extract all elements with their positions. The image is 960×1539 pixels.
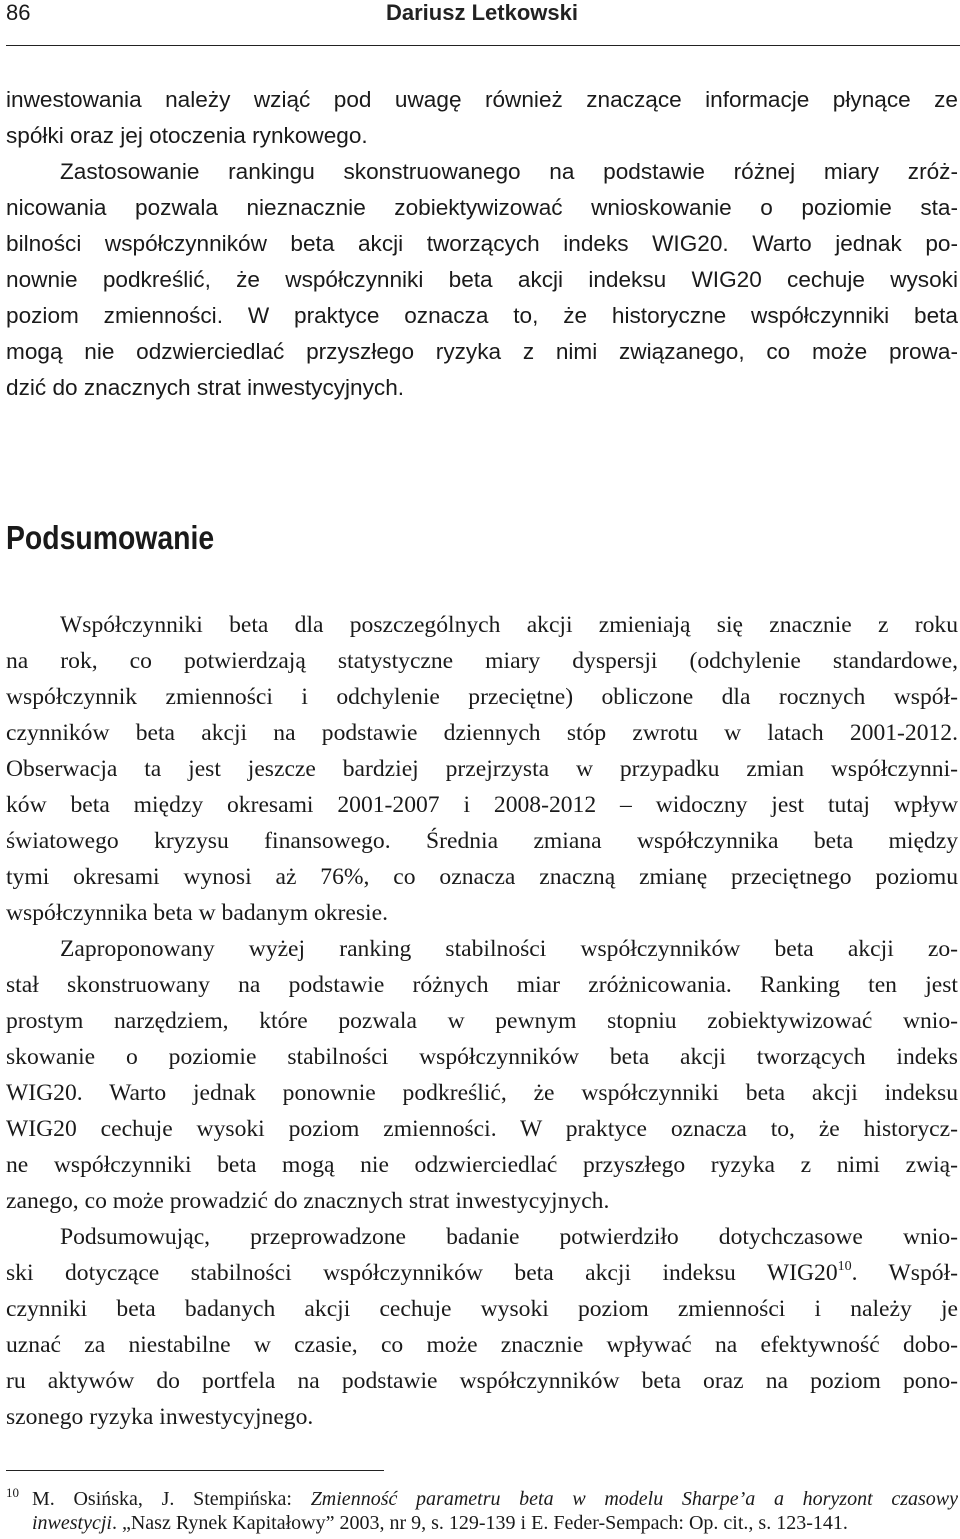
text-line: WIG20 cechuje wysoki poziom zmienności. W praktyce oznacza to, że historycz- [6, 1116, 958, 1142]
footnote-citation: . „Nasz Rynek Kapitałowy” 2003, nr 9, s. 129-139 i E. Feder-Sempach: Op. cit., s. 123-141. [111, 1512, 848, 1534]
running-head [0, 0, 960, 30]
running-head-author: Dariusz Letkowski [386, 0, 578, 25]
text-line: inwestowania należy wziąć pod uwagę również znaczące informacje płynące ze [6, 87, 958, 112]
text-line: prostym narzędziem, które pozwala w pewnym stopniu zobiektywizować wnio- [6, 1008, 958, 1034]
text-line: współczynnika beta w badanym okresie. [6, 900, 388, 926]
text-line: mogą nie odzwierciedlać przyszłego ryzyka z nimi związanego, co może prowa- [6, 339, 958, 364]
header-rule [6, 45, 960, 46]
page-number: 86 [6, 0, 31, 25]
text-line: stał skonstruowany na podstawie różnych miar zróżnicowania. Ranking ten jest [6, 972, 958, 998]
footnote [6, 1478, 958, 1538]
text-line: ków beta między okresami 2001-2007 i 2008-2012 – widoczny jest tutaj wpływ [6, 792, 958, 818]
footnote-author: M. Osińska, J. Stempińska: [32, 1488, 311, 1510]
text-line: skowanie o poziomie stabilności współczynników beta akcji tworzących indeks [6, 1044, 958, 1070]
summary-paragraphs [6, 607, 958, 1435]
text-line: WIG20. Warto jednak ponownie podkreślić, że współczynniki beta akcji indeksu [6, 1080, 958, 1106]
footnote-title: Zmienność parametru beta w modelu Sharpe’a a horyzont czasowy [310, 1488, 958, 1510]
text-line: uznać za niestabilne w czasie, co może znacznie wpływać na efektywność dobo- [6, 1332, 958, 1358]
text-line: czynników beta akcji na podstawie dziennych stóp zwrotu w latach 2001-2012. [6, 720, 958, 746]
footnote-line [6, 1478, 958, 1508]
text-line-with-footnote-ref [6, 1255, 958, 1291]
text-line: nownie podkreślić, że współczynniki beta akcji indeksu WIG20 cechuje wysoki [6, 267, 958, 292]
text-line: współczynnik zmienności i odchylenie przeciętne) obliczone dla rocznych współ- [6, 684, 958, 710]
text-line: na rok, co potwierdzają statystyczne miary dyspersji (odchylenie standardowe, [6, 648, 958, 674]
text-line: Obserwacja ta jest jeszcze bardziej przejrzysta w przypadku zmian współczynni- [6, 756, 958, 782]
text-line: nicowania pozwala nieznacznie zobiektywizować wnioskowanie o poziomie sta- [6, 195, 958, 220]
footnote-number: 10 [6, 1485, 19, 1500]
text-line: ne współczynniki beta mogą nie odzwierciedlać przyszłego ryzyka z nimi zwią- [6, 1152, 958, 1178]
text-line: zanego, co może prowadzić do znacznych strat inwestycyjnych. [6, 1188, 610, 1214]
footnote-reference[interactable]: 10 [837, 1259, 852, 1274]
footnote-line [6, 1508, 958, 1538]
footnote-title-end: inwestycji [32, 1512, 112, 1534]
text-line-end: . Współ- [851, 1260, 958, 1286]
text-line: Podsumowując, przeprowadzone badanie potwierdziło dotychczasowe wnio- [60, 1224, 958, 1250]
text-line: Zastosowanie rankingu skonstruowanego na podstawie różnej miary zróż- [60, 159, 958, 184]
text-line: Współczynniki beta dla poszczególnych akcji zmieniają się znacznie z roku [60, 612, 958, 638]
text-line: światowego kryzysu finansowego. Średnia zmiana współczynnika beta między [6, 828, 958, 854]
text-line-start: ski dotyczące stabilności współczynników beta akcji indeksu WIG20 [6, 1260, 838, 1286]
text-line: tymi okresami wynosi aż 76%, co oznacza znaczną zmianę przeciętnego poziomu [6, 864, 958, 890]
section-heading: Podsumowanie [6, 519, 215, 556]
text-line: poziom zmienności. W praktyce oznacza to, że historyczne współczynniki beta [6, 303, 958, 328]
text-line: czynniki beta badanych akcji cechuje wysoki poziom zmienności i należy je [6, 1296, 958, 1322]
text-line: ru aktywów do portfela na podstawie współczynników beta oraz na poziom pono- [6, 1368, 958, 1394]
text-line: dzić do znacznych strat inwestycyjnych. [6, 375, 405, 400]
text-line: Zaproponowany wyżej ranking stabilności współczynników beta akcji zo- [60, 936, 958, 962]
intro-paragraphs [6, 82, 958, 406]
text-line: spółki oraz jej otoczenia rynkowego. [6, 123, 368, 148]
text-line: bilności współczynników beta akcji tworzących indeks WIG20. Warto jednak po- [6, 231, 958, 256]
text-line: szonego ryzyka inwestycyjnego. [6, 1404, 314, 1430]
footnote-rule [6, 1470, 384, 1471]
